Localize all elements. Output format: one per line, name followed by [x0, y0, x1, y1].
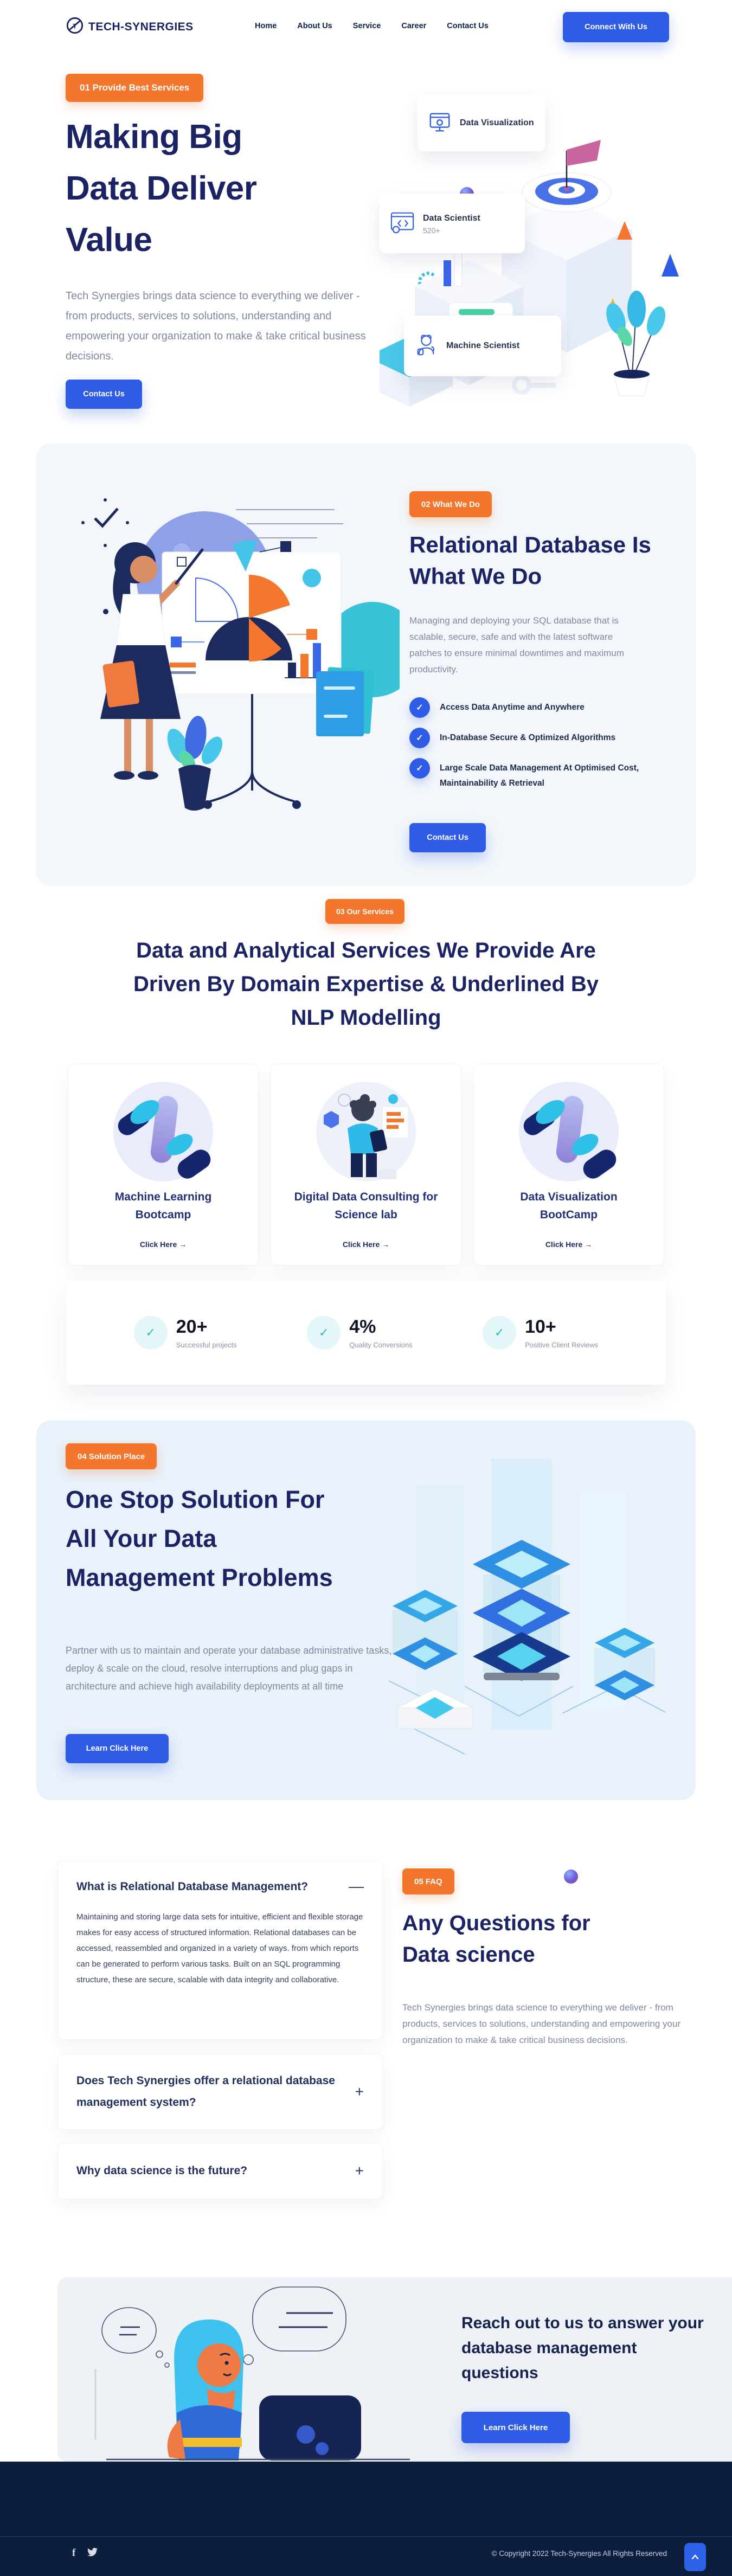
expand-icon[interactable]: + [355, 2162, 364, 2179]
faq-item[interactable] [57, 2054, 383, 2130]
service-card-machine-learning[interactable] [68, 1064, 259, 1265]
hero-card-data-visualization [418, 95, 545, 151]
hero-contact-us-button[interactable]: Contact Us [66, 380, 142, 409]
data-consultant-illustration [313, 1078, 419, 1185]
cta-title: Reach out to us to answer your database management questions [461, 2314, 704, 2382]
faq-answer: Maintaining and storing large data sets for intuitive, efficient and flexible storage makes for easy access of structured information. Relational databases can be accessed, reassembled and organized in a variety of ways. from which reports can be generated to perform various tasks. Built on an SQL programming structure, these are secure, scalable with data integrity and collaborative. [76, 1912, 363, 1984]
check-icon: ✓ [409, 728, 430, 748]
feature-item [409, 758, 673, 791]
database-cubes-illustration [383, 1453, 687, 1778]
solution-badge: 04 Solution Place [66, 1443, 157, 1469]
hero-badge: 01 Provide Best Services [66, 74, 203, 102]
service-card-title: Digital Data Consulting for Science lab [294, 1191, 438, 1221]
stat-value: 10+ [525, 1316, 556, 1337]
service-card-link[interactable]: Click Here → [342, 1240, 390, 1249]
nav-item-home[interactable]: Home [255, 22, 277, 30]
chevron-up-icon [691, 2554, 699, 2560]
faq-description: Tech Synergies brings data science to everything we deliver - from products, services to solutions, understanding and empowering your organization to make & take critical business decisions. [402, 2002, 681, 2045]
presentation-illustration [42, 476, 400, 856]
service-card-title: Data Visualization BootCamp [520, 1191, 618, 1221]
faq-question[interactable]: Does Tech Synergies offer a relational database management system? [76, 2074, 335, 2109]
what-we-do-description: Managing and deploying your SQL database that is scalable, secure, safe and with the latest software patches to ensure minimal downtimes and maximum productivity. [409, 615, 624, 674]
solution-learn-button[interactable]: Learn Click Here [66, 1734, 169, 1763]
check-icon: ✓ [307, 1316, 341, 1350]
facebook-icon[interactable]: f [72, 2547, 76, 2559]
nav-item-contact[interactable]: Contact Us [447, 22, 489, 30]
feature-label: Large Scale Data Management At Optimised Cost, Maintainability & Retrieval [440, 763, 639, 788]
what-we-do-contact-button[interactable]: Contact Us [409, 823, 486, 852]
footer [0, 2462, 732, 2576]
cta-section [57, 2277, 732, 2462]
what-we-do-section [36, 444, 696, 886]
brand-logo-icon [66, 16, 84, 37]
faq-item-expanded[interactable] [57, 1861, 383, 2040]
scientist-person-icon [414, 332, 439, 360]
twitter-icon[interactable] [87, 2548, 98, 2559]
brand-name: TECH-SYNERGIES [88, 20, 194, 33]
nav-item-service[interactable]: Service [352, 22, 381, 30]
hero-card-data-scientist [380, 194, 525, 253]
solution-title: One Stop Solution For All Your Data Management Problems [66, 1486, 333, 1591]
feature-item [409, 697, 585, 718]
services-title: Data and Analytical Services We Provide Are Driven By Domain Expertise & Underlined By NLP Modelling [133, 939, 599, 1030]
hero-title: Making Big Data Deliver Value [66, 118, 257, 259]
nav-item-about[interactable]: About Us [297, 22, 332, 30]
hero-card-count: 520+ [423, 226, 440, 235]
hero-card-title: Data Scientist [423, 213, 480, 223]
stat-label: Positive Client Reviews [525, 1341, 599, 1349]
hero-card-title: Machine Scientist [446, 341, 520, 350]
stats-strip [66, 1281, 666, 1385]
stat-label: Successful projects [176, 1341, 237, 1349]
faq-question[interactable]: What is Relational Database Management? [76, 1880, 309, 1893]
social-links [72, 2547, 98, 2559]
hero-description: Tech Synergies brings data science to everything we deliver - from products, services to solutions, understanding and empowering your organization to make & take critical business decisions. [66, 290, 366, 362]
connect-with-us-button[interactable]: Connect With Us [563, 12, 669, 42]
main-nav [255, 22, 489, 30]
check-icon: ✓ [483, 1316, 516, 1350]
service-card-title: Machine Learning Bootcamp [114, 1191, 212, 1221]
monitor-icon [427, 110, 452, 137]
stat-value: 20+ [176, 1316, 208, 1337]
services-badge: 03 Our Services [325, 899, 404, 924]
stat-value: 4% [349, 1316, 376, 1337]
service-card-digital-data-consulting[interactable] [271, 1064, 461, 1265]
nav-item-career[interactable]: Career [401, 22, 427, 30]
header [0, 0, 732, 54]
code-window-icon [389, 210, 415, 237]
feature-label: Access Data Anytime and Anywhere [440, 703, 585, 712]
what-we-do-badge: 02 What We Do [409, 491, 492, 517]
service-card-link[interactable]: Click Here → [545, 1240, 593, 1249]
faq-question[interactable]: Why data science is the future? [76, 2164, 248, 2177]
check-icon: ✓ [409, 697, 430, 718]
hero-illustration [380, 81, 732, 407]
stat-label: Quality Conversions [349, 1341, 413, 1349]
faq-item[interactable] [57, 2143, 383, 2199]
solution-description: Partner with us to maintain and operate your database administrative tasks, deploy & scale on the cloud, resolve interruptions and plug gaps in architecture and achieve high availability deployments at all time [66, 1645, 392, 1692]
feature-item [409, 728, 615, 748]
test-tube-hands-illustration [110, 1078, 216, 1185]
scroll-to-top-button[interactable] [684, 2543, 706, 2571]
support-agent-illustration [74, 2277, 432, 2462]
collapse-icon[interactable]: — [349, 1878, 364, 1894]
test-tube-hands-illustration [516, 1078, 622, 1185]
stat-quality-conversions [307, 1316, 412, 1350]
check-icon: ✓ [409, 758, 430, 779]
brand-logo[interactable] [66, 16, 194, 37]
faq-badge: 05 FAQ [402, 1868, 454, 1894]
footer-divider [0, 2536, 732, 2537]
hero-card-title: Data Visualization [460, 118, 534, 127]
faq-title: Any Questions for Data science [402, 1911, 590, 1967]
service-card-data-visualization[interactable] [473, 1064, 664, 1265]
expand-icon[interactable]: + [355, 2083, 364, 2100]
check-icon: ✓ [134, 1316, 168, 1350]
hero-card-machine-scientist [404, 316, 561, 376]
gradient-sphere-decoration [564, 1870, 578, 1884]
copyright-text: © Copyright 2022 Tech-Synergies All Rights Reserved [491, 2549, 667, 2558]
stat-successful-projects [134, 1316, 237, 1350]
stat-positive-reviews [483, 1316, 598, 1350]
cta-learn-button[interactable]: Learn Click Here [461, 2412, 570, 2443]
feature-label: In-Database Secure & Optimized Algorithms [440, 733, 616, 742]
solution-section [36, 1421, 696, 1800]
what-we-do-title: Relational Database Is What We Do [409, 532, 651, 589]
svg-text:T: T [73, 22, 77, 30]
service-card-link[interactable]: Click Here → [139, 1240, 187, 1249]
